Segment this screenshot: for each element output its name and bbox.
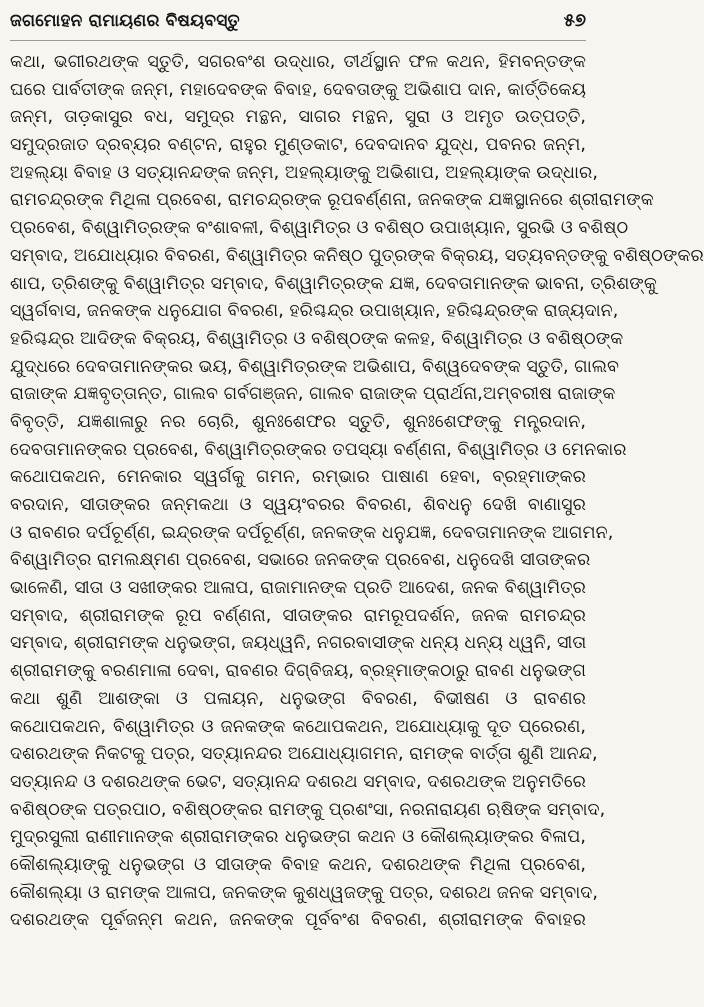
text-line: କୌଶଲ୍ୟାଙ୍କୁ ଧନୁଭଙ୍ଗ ଓ ସୀତାଙ୍କ ବିବାହ କଥନ, ଦଶରଥଙ୍କ ମିଥିଳା ପ୍ରବେଶ,: [10, 854, 586, 875]
page-number: ୫୭: [563, 10, 586, 31]
text-line: ସମ୍ବାଦ, ଶ୍ରୀରାମଙ୍କ ରୂପ ବର୍ଣ୍ଣନା, ସୀତାଙ୍କର ରାମରୂପଦର୍ଶନ, ଜନକ ରାମଚନ୍ଦ୍ର: [10, 605, 586, 626]
text-line: ଦଶରଥଙ୍କ ନିକଟକୁ ପତ୍ର, ସତ୍ୟାନନ୍ଦର ଅଯୋଧ୍ୟାଗମନ, ରାମଙ୍କ ବାର୍ତ୍ତା ଶୁଣି ଆନନ୍ଦ,: [10, 744, 598, 765]
text-line: ଯୁଦ୍ଧରେ ଦେବତାମାନଙ୍କର ଭୟ, ବିଶ୍ୱାମିତ୍ରଙ୍କ ଅଭିଶାପ, ବିଶ୍ୱଦେବଙ୍କ ସ୍ତୁତି, ଗାଲବ: [10, 356, 620, 377]
text-line: କଥୋପକଥନ, ମେନକାର ସ୍ୱର୍ଗକୁ ଗମନ, ରମ୍ଭାର ପାଷାଣ ହେବା, ବ୍ରହ୍ମାଙ୍କର: [10, 467, 586, 488]
text-line: ସ୍ୱର୍ଗବାସ, ଜନକଙ୍କ ଧନୁଯୋଗ ବିବରଣ, ହରିଶ୍ଚନ୍ଦ୍ର ଉପାଖ୍ୟାନ, ହରିଶ୍ଚନ୍ଦ୍ରଙ୍କ ରାଜ୍ୟଦାନ,: [10, 301, 619, 322]
text-line: ମୁଦ୍ରସୁଲୀ ରାଣୀମାନଙ୍କ ଶ୍ରୀରାମଙ୍କର ଧନୁଭଙ୍ଗ କଥନ ଓ କୌଶଲ୍ୟାଙ୍କର ବିଳାପ,: [10, 827, 586, 848]
text-line: କଥା ଶୁଣି ଆଶଙ୍କା ଓ ପଳାୟନ, ଧନୁଭଙ୍ଗ ବିବରଣ, ବିଭୀଷଣ ଓ ରାବଣର: [10, 688, 586, 709]
running-head: ଜଗମୋହନ ରାମାୟଣର ବିଷୟବସ୍ତୁ: [10, 11, 240, 31]
text-line: କୌଶଲ୍ୟା ଓ ରାମଙ୍କ ଆଳାପ, ଜନକଙ୍କ କୁଶଧ୍ୱଜଙ୍କୁ ପତ୍ର, ଦଶରଥ ଜନକ ସମ୍ବାଦ,: [10, 882, 598, 903]
text-line: ଭାଳେଣି, ସୀତା ଓ ସଖୀଙ୍କର ଆଳାପ, ରାଜାମାନଙ୍କ ପ୍ରତି ଆଦେଶ, ଜନକ ବିଶ୍ୱାମିତ୍ର: [10, 578, 586, 599]
text-line: କଥା, ଭଗୀରଥଙ୍କ ସ୍ତୁତି, ସଗରବଂଶ ଉଦ୍ଧାର, ତୀର୍ଥସ୍ଥାନ ଫଳ କଥନ, ହିମବନ୍ତଙ୍କ: [10, 52, 586, 72]
text-line: ହରିଶ୍ଚନ୍ଦ୍ର ଆଦିଙ୍କ ବିକ୍ରୟ, ବିଶ୍ୱାମିତ୍ର ଓ ବଶିଷ୍ଠଙ୍କ କଳହ, ବିଶ୍ୱାମିତ୍ର ଓ ବଶିଷ୍ଠଙ୍କ: [10, 328, 624, 349]
text-line: ରାମଚନ୍ଦ୍ରଙ୍କ ମିଥିଳା ପ୍ରବେଶ, ରାମଚନ୍ଦ୍ରଙ୍କ ରୂପବର୍ଣ୍ଣନା, ଜନକଙ୍କ ଯଜ୍ଞସ୍ଥାନରେ ଶ୍ରୀରାମଙ୍କ: [10, 190, 654, 211]
text-line: ସମ୍ବାଦ, ଅଯୋଧ୍ୟାର ବିବରଣ, ବିଶ୍ୱାମିତ୍ର କନିଷ୍ଠ ପୁତ୍ରଙ୍କ ବିକ୍ରୟ, ସତ୍ୟବନ୍ତଙ୍କୁ ବଶିଷ୍ଠଙ୍କର: [10, 245, 704, 266]
text-line: ଘରେ ପାର୍ବତୀଙ୍କ ଜନ୍ମ, ମହାଦେବଙ୍କ ବିବାହ, ଦେବତାଙ୍କୁ ଅଭିଶାପ ଦାନ, କାର୍ତ୍ତିକେୟ: [10, 79, 586, 100]
text-line: ଶ୍ରୀରାମଙ୍କୁ ବରଣମାଳା ଦେବା, ରାବଣର ଦିଗ୍‌ବିଜୟ, ବ୍ରହ୍ମାଙ୍କଠାରୁ ରାବଣ ଧନୁଭଙ୍ଗ: [10, 661, 586, 682]
text-line: [10, 963, 586, 991]
text-line: ସମୁଦ୍ରଜାତ ଦ୍ରବ୍ୟର ବଣ୍ଟନ, ରାହୁର ମୁଣ୍ଡକାଟ, ଦେବଦାନବ ଯୁଦ୍ଧ, ପବନର ଜନ୍ମ,: [10, 135, 586, 156]
text-line: ଦଶରଥଙ୍କ ପୂର୍ବଜନ୍ମ କଥନ, ଜନକଙ୍କ ପୂର୍ବବଂଶ ବିବରଣ, ଶ୍ରୀରାମଙ୍କ ବିବାହର: [10, 910, 586, 931]
text-line: [10, 935, 586, 963]
page-header: [10, 10, 586, 41]
text-line: ଅହଲ୍ୟା ବିବାହ ଓ ସତ୍ୟାନନ୍ଦଙ୍କ ଜନ୍ମ, ଅହଲ୍ୟାଙ୍କୁ ଅଭିଶାପ, ଅହଲ୍ୟାଙ୍କ ଉଦ୍ଧାର,: [10, 162, 598, 183]
text-line: ଓ ରାବଣର ଦର୍ପଚୂର୍ଣ୍ଣ, ଇନ୍ଦ୍ରଙ୍କ ଦର୍ପଚୂର୍ଣ୍ଣ, ଜନକଙ୍କ ଧନୁଯଜ୍ଞ, ଦେବତାମାନଙ୍କ ଆଗମନ,: [10, 522, 614, 543]
text-line: ବଶିଷ୍ଠଙ୍କ ପତ୍ରପାଠ, ବଶିଷ୍ଠଙ୍କର ରାମଙ୍କୁ ପ୍ରଶଂସା, ନରନାରାୟଣ ଋଷିଙ୍କ ସମ୍ବାଦ,: [10, 799, 606, 820]
body-text: [10, 49, 704, 990]
text-line: ଜନ୍ମ, ତାଡ଼କାସୁର ବଧ, ସମୁଦ୍ର ମନ୍ଥନ, ସାଗର ମନ୍ଥନ, ସୁରା ଓ ଅମୃତ ଉତ୍ପତ୍ତି,: [10, 107, 586, 128]
text-line: ସତ୍ୟାନନ୍ଦ ଓ ଦଶରଥଙ୍କ ଭେଟ, ସତ୍ୟାନନ୍ଦ ଦଶରଥ ସମ୍ବାଦ, ଦଶରଥଙ୍କ ଅନୁମତିରେ: [10, 771, 586, 792]
text-line: ଶାପ, ତ୍ରିଶଙ୍କୁ ବିଶ୍ୱାମିତ୍ର ସମ୍ବାଦ, ବିଶ୍ୱାମିତ୍ରଙ୍କ ଯଜ୍ଞ, ଦେବତାମାନଙ୍କ ଭାବନା, ତ୍ରିଶଙ୍କୁ: [10, 273, 657, 294]
text-line: ବିବୃତ୍ତି, ଯଜ୍ଞଶାଳାରୁ ନର ଚୋରି, ଶୁନଃଶେଫର ସ୍ତୁତି, ଶୁନଃଶେଫଙ୍କୁ ମନ୍ତ୍ରଦାନ,: [10, 411, 586, 432]
text-line: ବିଶ୍ୱାମିତ୍ର ରାମଲକ୍ଷ୍ମଣ ପ୍ରବେଶ, ସଭାରେ ଜନକଙ୍କ ପ୍ରବେଶ, ଧନୁଦେଖି ସୀତାଙ୍କର: [10, 550, 591, 571]
text-line: କଥୋପକଥନ, ବିଶ୍ୱାମିତ୍ର ଓ ଜନକଙ୍କ କଥୋପକଥନ, ଅଯୋଧ୍ୟାକୁ ଦୂତ ପ୍ରେରଣ,: [10, 716, 586, 737]
text-line: ଦେବତାମାନଙ୍କର ପ୍ରବେଶ, ବିଶ୍ୱାମିତ୍ରଙ୍କର ତପସ୍ୟା ବର୍ଣ୍ଣନା, ବିଶ୍ୱାମିତ୍ର ଓ ମେନକାର: [10, 439, 627, 460]
text-line: ବରଦାନ, ସୀତାଙ୍କର ଜନ୍ମକଥା ଓ ସ୍ୱୟଂବରର ବିବରଣ, ଶିବଧନୁ ଦେଖି ବାଣାସୁର: [10, 495, 586, 515]
text-line: ସମ୍ବାଦ, ଶ୍ରୀରାମଙ୍କ ଧନୁଭଙ୍ଗ, ଜୟଧ୍ୱନି, ନଗରବାସୀଙ୍କ ଧନ୍ୟ ଧନ୍ୟ ଧ୍ୱନି, ସୀତା: [10, 633, 587, 654]
text-line: ପ୍ରବେଶ, ବିଶ୍ୱାମିତ୍ରଙ୍କ ବଂଶାବଳୀ, ବିଶ୍ୱାମିତ୍ର ଓ ବଶିଷ୍ଠ ଉପାଖ୍ୟାନ, ସୁରଭି ଓ ବଶିଷ୍ଠ: [10, 218, 629, 239]
text-line: ରାଜାଙ୍କ ଯଜ୍ଞବୃତ୍ତାନ୍ତ, ଗାଲବ ଗର୍ବଗଞ୍ଜନ, ଗାଲବ ରାଜାଙ୍କ ପ୍ରାର୍ଥନା,ଅମ୍ବରୀଷ ରାଜାଙ୍କ: [10, 384, 616, 405]
